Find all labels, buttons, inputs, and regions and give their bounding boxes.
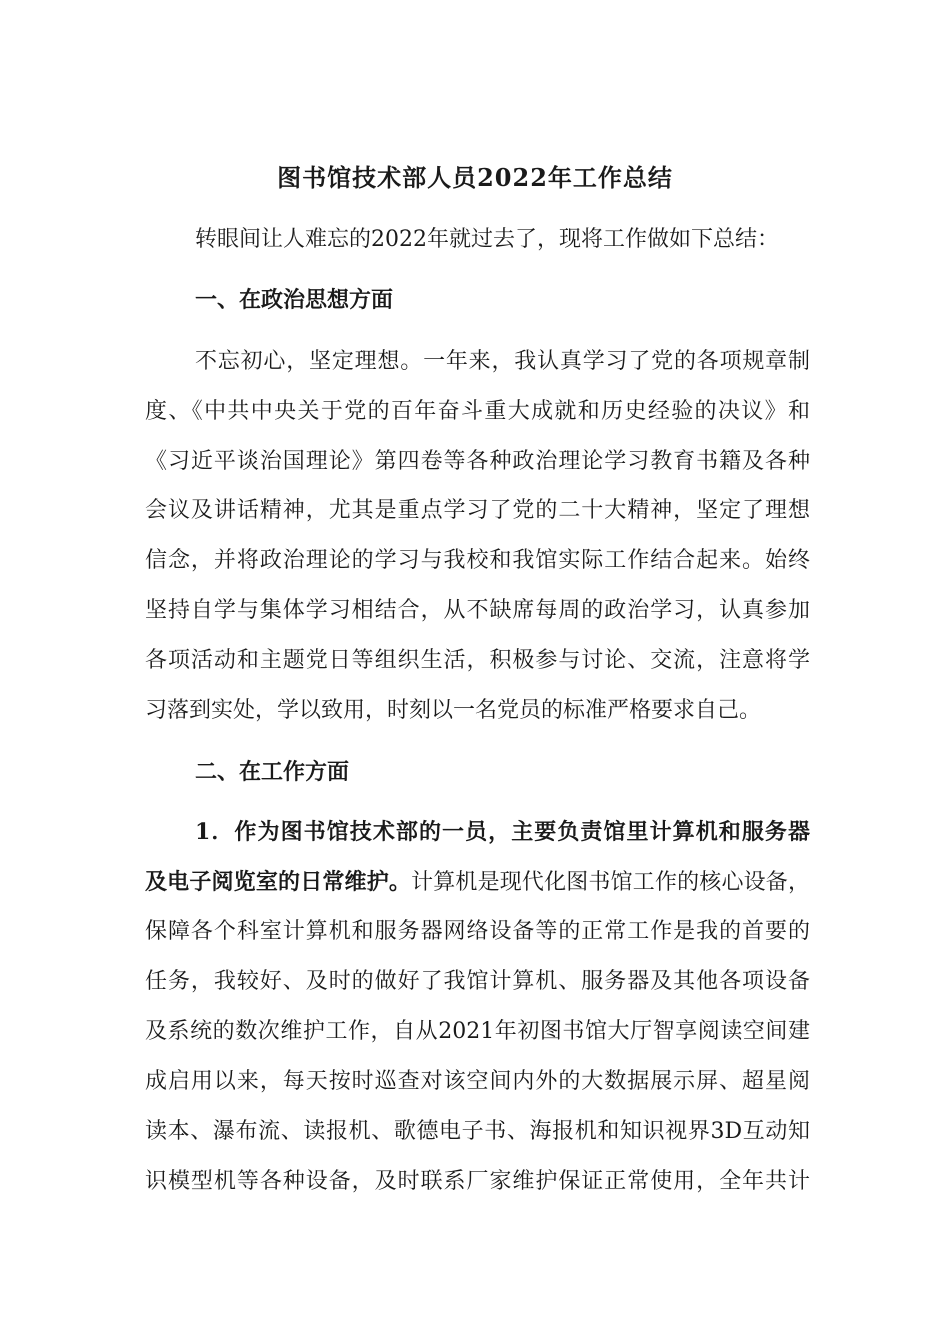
paragraph-line: 会议及讲话精神，尤其是重点学习了党的二十大精神，坚定了理想 [145,498,810,523]
paragraph-line: 保障各个科室计算机和服务器网络设备等的正常工作是我的首要的 [145,919,810,944]
paragraph-line: 坚持自学与集体学习相结合，从不缺席每周的政治学习，认真参加 [145,598,810,623]
paragraph-line: 习落到实处，学以致用，时刻以一名党员的标准严格要求自己。 [145,698,762,723]
paragraph-line: 任务，我较好、及时的做好了我馆计算机、服务器及其他各项设备 [145,969,810,994]
paragraph-line: 《习近平谈治国理论》第四卷等各种政治理论学习教育书籍及各种 [145,449,810,474]
paragraph-line: 度、《中共中央关于党的百年奋斗重大成就和历史经验的决议》和 [145,399,810,424]
item-1-text: 计算机是现代化图书馆工作的核心设备， [411,870,810,895]
paragraph-line: 不忘初心，坚定理想。一年来，我认真学习了党的各项规章制 [195,349,810,374]
item-1-bold-line: 1．作为图书馆技术部的一员，主要负责馆里计算机和服务器 [195,819,810,845]
paragraph-line: 成启用以来，每天按时巡查对该空间内外的大数据展示屏、超星阅 [145,1069,810,1094]
paragraph-line: 读本、瀑布流、读报机、歌德电子书、海报机和知识视界3D互动知 [145,1119,810,1144]
paragraph-line: 识模型机等各种设备，及时联系厂家维护保证正常使用，全年共计 [145,1169,810,1194]
paragraph-line [145,865,810,899]
item-1-bold-phrase: 及电子阅览室的日常维护。 [145,869,412,895]
document-title: 图书馆技术部人员2022年工作总结 [277,163,673,192]
intro-paragraph: 转眼间让人难忘的2022年就过去了，现将工作做如下总结： [195,227,779,252]
section-heading-work: 二、在工作方面 [195,759,350,785]
paragraph-line: 及系统的数次维护工作，自从2021年初图书馆大厅智享阅读空间建 [145,1019,810,1044]
paragraph-line: 各项活动和主题党日等组织生活，积极参与讨论、交流，注意将学 [145,648,810,673]
section-heading-political: 一、在政治思想方面 [195,287,394,313]
paragraph-line: 信念，并将政治理论的学习与我校和我馆实际工作结合起来。始终 [145,548,810,573]
